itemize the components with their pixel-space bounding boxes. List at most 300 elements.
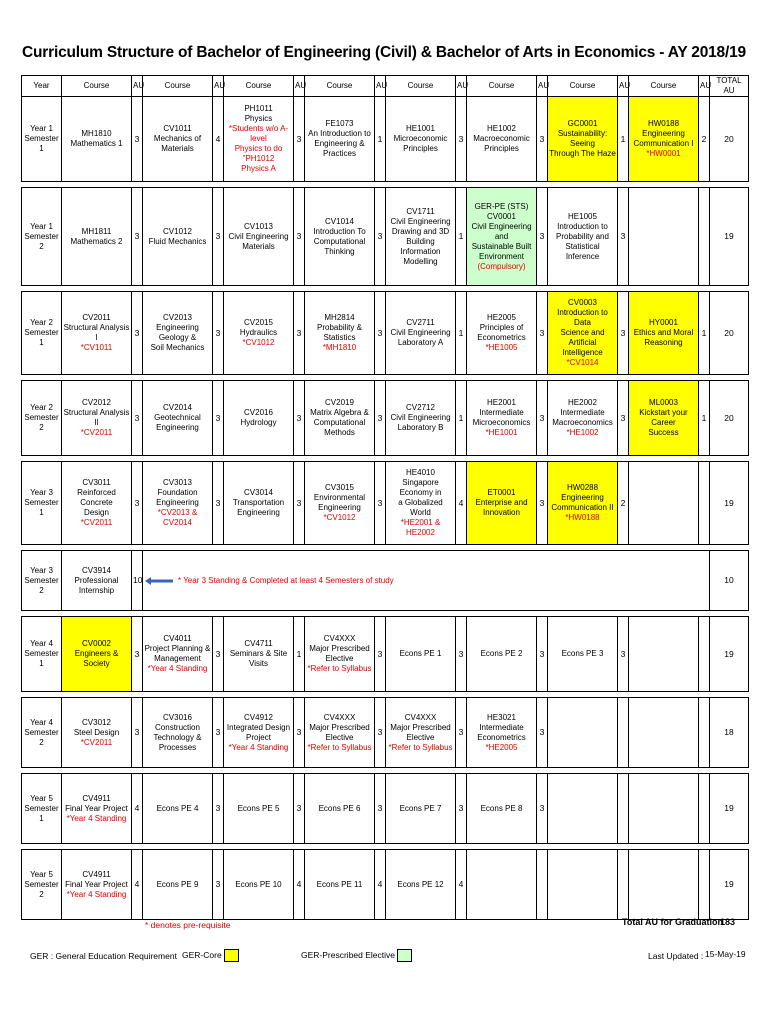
table-row <box>22 292 749 375</box>
total-au-label: Total AU for Graduation <box>622 917 723 927</box>
course-code: CV4XXX <box>323 634 356 643</box>
course-title-line: Professional Internship <box>74 575 119 595</box>
au-cell: 3 <box>213 774 224 844</box>
course-title-line: Environmental <box>313 493 366 502</box>
course-title-line: Communication I <box>633 139 694 148</box>
au-cell: 2 <box>699 97 710 182</box>
course-title-line: Science and Artificial <box>560 328 605 347</box>
prerequisite-text: *CV2011 <box>80 737 113 747</box>
legend-ger-core-swatch <box>224 949 239 962</box>
course-code: CV1013 <box>244 221 273 231</box>
course-cell <box>386 462 456 545</box>
table-row <box>22 617 749 692</box>
course-title-line: Probability and <box>556 231 609 241</box>
year-cell <box>22 188 62 286</box>
year-label: Semester 1 <box>24 328 59 347</box>
header-au: AU <box>213 76 224 97</box>
course-cell <box>467 188 537 286</box>
course-title-line: Practices <box>323 149 356 158</box>
internship-condition: * Year 3 Standing & Completed at least 4 Semesters of study <box>178 575 394 585</box>
header-au: AU <box>699 76 710 97</box>
table-header-row <box>22 76 749 97</box>
course-code: CV2019 <box>325 398 354 407</box>
course-code: CV4711 <box>244 639 273 648</box>
prerequisite-text: Physics A <box>241 164 276 173</box>
au-cell: 3 <box>132 617 143 692</box>
course-title-line: Drawing and 3D <box>391 226 450 236</box>
au-cell: 3 <box>213 850 224 920</box>
course-cell <box>386 774 456 844</box>
course-title-line: Structural Analysis II <box>63 408 130 427</box>
course-title-line: Transportation <box>232 498 285 507</box>
au-cell: 2 <box>618 462 629 545</box>
total-au-cell: 19 <box>710 774 749 844</box>
header-course: Course <box>143 76 213 97</box>
course-cell <box>548 292 618 375</box>
course-title-line: Engineering <box>156 498 199 507</box>
course-title-line: Engineering & <box>314 139 365 148</box>
header-course: Course <box>62 76 132 97</box>
course-cell <box>62 850 132 920</box>
course-title-line: An Introduction to <box>308 129 371 138</box>
au-cell: 3 <box>213 292 224 375</box>
course-title-line: Econometrics <box>477 732 526 742</box>
course-cell <box>467 698 537 768</box>
course-title-line: Success <box>648 428 679 437</box>
au-cell: 3 <box>375 188 386 286</box>
course-cell <box>548 188 618 286</box>
course-title-line: Kickstart your Career <box>639 408 688 427</box>
course-title-line: Materials <box>242 241 275 251</box>
course-code: HE4010 <box>406 468 435 477</box>
course-code: Econs PE 11 <box>316 879 363 889</box>
au-cell <box>699 774 710 844</box>
au-cell <box>699 850 710 920</box>
prerequisite-text: (Compulsory) <box>477 261 526 271</box>
year-label: Year 5 <box>30 793 53 803</box>
course-cell <box>143 774 213 844</box>
header-au: AU <box>294 76 305 97</box>
course-cell <box>467 617 537 692</box>
course-cell <box>305 617 375 692</box>
prerequisite-text: *CV1012 <box>242 338 275 347</box>
year-cell <box>22 462 62 545</box>
course-cell <box>224 462 294 545</box>
au-cell <box>699 462 710 545</box>
course-cell <box>386 617 456 692</box>
course-cell <box>224 774 294 844</box>
course-title-line: Soil Mechanics <box>150 343 205 352</box>
course-cell <box>224 850 294 920</box>
course-title-line: Major Prescribed <box>390 722 451 732</box>
au-cell <box>618 698 629 768</box>
course-code: Econs PE 10 <box>235 879 282 889</box>
prerequisite-text: *HE2001 & HE2002 <box>400 518 441 537</box>
course-cell <box>143 462 213 545</box>
au-cell: 3 <box>375 698 386 768</box>
total-au-cell: 20 <box>710 381 749 456</box>
au-cell: 3 <box>456 617 467 692</box>
prerequisite-text: *CV1012 <box>323 513 356 522</box>
course-code: MH2814 <box>324 313 355 322</box>
year-label: Year 3 <box>30 488 53 497</box>
au-cell: 3 <box>294 774 305 844</box>
prerequisite-text: *Year 4 Standing <box>66 889 127 899</box>
empty-course-cell <box>629 774 699 844</box>
total-au-value: 183 <box>720 917 736 927</box>
course-title-line: Sustainable Built <box>471 241 532 251</box>
course-title-line: Hydrology <box>240 418 277 427</box>
course-cell <box>224 617 294 692</box>
au-cell: 3 <box>294 462 305 545</box>
course-title-line: Singapore Economy in <box>399 478 442 497</box>
course-title-line: Engineers & Society <box>74 649 119 668</box>
course-cell <box>386 381 456 456</box>
course-cell <box>386 97 456 182</box>
au-cell: 3 <box>537 617 548 692</box>
course-code: CV4011 <box>163 634 192 643</box>
prerequisite-text: *Year 4 Standing <box>66 813 127 823</box>
au-cell: 4 <box>294 850 305 920</box>
course-title-line: Principles <box>403 144 438 153</box>
total-au-cell: 20 <box>710 292 749 375</box>
course-code: ML0003 <box>649 398 678 407</box>
prerequisite-text: *Year 4 Standing <box>228 742 289 752</box>
course-code: HE1002 <box>487 124 516 133</box>
course-code: MH1811 <box>81 226 112 236</box>
course-title-line: Engineering <box>237 508 280 517</box>
course-title-line: Probability & Statistics <box>317 323 362 342</box>
course-cell <box>224 381 294 456</box>
year-cell <box>22 97 62 182</box>
course-code: Econs PE 2 <box>480 649 523 658</box>
year-cell <box>22 551 62 611</box>
prerequisite-text: *CV2011 <box>80 428 113 437</box>
course-title-line: Computational <box>313 236 366 246</box>
header-au: AU <box>456 76 467 97</box>
au-cell: 3 <box>375 462 386 545</box>
au-cell: 3 <box>456 698 467 768</box>
course-title-line: Introduction to <box>557 221 608 231</box>
year-label: Semester 2 <box>24 879 59 899</box>
course-title-line: CV0001 <box>487 211 516 221</box>
course-title-line: Geotechnical <box>154 413 201 422</box>
course-title-line: Matrix Algebra & <box>310 408 369 417</box>
empty-course-cell <box>467 850 537 920</box>
course-cell <box>143 850 213 920</box>
course-cell <box>224 698 294 768</box>
course-title-line: a Globalized World <box>398 498 443 517</box>
course-code: Econs PE 9 <box>156 879 199 889</box>
internship-note-cell <box>143 551 710 611</box>
table-row <box>22 551 749 611</box>
au-cell: 3 <box>618 292 629 375</box>
year-label: Semester 2 <box>24 413 59 432</box>
course-code: CV2016 <box>244 408 273 417</box>
course-code: CV3015 <box>325 483 354 492</box>
empty-course-cell <box>629 617 699 692</box>
total-au-cell: 19 <box>710 850 749 920</box>
course-title-line: Structural Analysis I <box>63 323 130 342</box>
header-course: Course <box>386 76 456 97</box>
prerequisite-text: *HE1001 <box>485 428 518 437</box>
course-code: HE1001 <box>406 124 435 133</box>
course-title-line: Integrated Design <box>226 722 291 732</box>
course-cell <box>305 774 375 844</box>
au-cell: 1 <box>294 617 305 692</box>
course-title-line: Civil Engineering <box>390 216 451 226</box>
au-cell: 4 <box>456 850 467 920</box>
au-cell: 4 <box>132 850 143 920</box>
au-cell: 3 <box>375 774 386 844</box>
course-cell <box>62 551 132 611</box>
course-cell <box>467 462 537 545</box>
year-label: Year 3 <box>30 565 53 575</box>
course-code: HY0001 <box>649 318 678 327</box>
course-title-line: Environment <box>479 251 524 261</box>
course-title-line: Engineering Geology & <box>156 323 199 342</box>
header-total-au: TOTAL AU <box>710 76 749 97</box>
course-title-line: Intelligence <box>562 348 603 357</box>
course-cell <box>305 381 375 456</box>
au-cell: 3 <box>537 381 548 456</box>
au-cell <box>618 774 629 844</box>
prerequisite-text: *Students w/o A-level <box>228 124 289 143</box>
header-au: AU <box>132 76 143 97</box>
course-cell <box>62 617 132 692</box>
course-code: Econs PE 4 <box>156 803 199 813</box>
prerequisite-text: *Year 4 Standing <box>147 664 208 673</box>
curriculum-table <box>21 75 749 920</box>
course-cell <box>386 188 456 286</box>
au-cell: 1 <box>456 381 467 456</box>
course-cell <box>62 292 132 375</box>
course-title-line: Physics <box>244 114 273 123</box>
total-au-cell: 19 <box>710 462 749 545</box>
course-cell <box>62 698 132 768</box>
course-code: CV1014 <box>325 216 354 226</box>
course-title-line: Intermediate <box>479 408 524 417</box>
au-cell: 3 <box>618 188 629 286</box>
prerequisite-text: *HW0001 <box>646 149 681 158</box>
au-cell <box>537 850 548 920</box>
prerequisite-text: *HE1002 <box>566 428 599 437</box>
course-cell <box>386 292 456 375</box>
course-code: CV4911 <box>82 869 111 879</box>
au-cell <box>699 698 710 768</box>
au-cell: 3 <box>132 292 143 375</box>
au-cell: 3 <box>132 698 143 768</box>
au-cell: 3 <box>375 381 386 456</box>
course-code: Econs PE 12 <box>397 879 444 889</box>
table-row <box>22 381 749 456</box>
au-cell: 1 <box>699 292 710 375</box>
prerequisite-text: *HE1005 <box>485 343 518 352</box>
prerequisite-text: *CV2011 <box>80 518 113 527</box>
course-code: HW0288 <box>566 483 599 492</box>
au-cell: 3 <box>132 97 143 182</box>
course-code: PH1011 <box>244 104 273 113</box>
course-code: GER-PE (STS) <box>474 201 529 211</box>
course-code: CV1711 <box>406 206 435 216</box>
internship-note <box>144 576 708 586</box>
course-title-line: Microeconomics <box>472 418 531 427</box>
course-title-line: Macroeconomics <box>552 418 613 427</box>
au-cell: 3 <box>294 698 305 768</box>
last-updated-label: Last Updated : <box>648 951 704 961</box>
table-row <box>22 188 749 286</box>
course-title-line: Building Information <box>400 236 441 256</box>
course-cell <box>467 97 537 182</box>
au-cell <box>699 617 710 692</box>
au-cell: 3 <box>537 292 548 375</box>
ger-definition: GER : General Education Requirement <box>30 951 177 961</box>
course-title-line: Final Year Project <box>65 879 128 889</box>
empty-course-cell <box>629 462 699 545</box>
course-cell <box>305 698 375 768</box>
course-cell <box>62 97 132 182</box>
course-code: CV3013 <box>163 478 192 487</box>
course-title-line: Elective <box>325 732 354 742</box>
course-code: Econs PE 6 <box>318 803 361 813</box>
course-title-line: Management <box>154 654 201 663</box>
course-code: Econs PE 5 <box>237 803 280 813</box>
course-code: CV3011 <box>82 478 111 487</box>
course-code: HE2001 <box>487 398 516 407</box>
au-cell: 3 <box>456 774 467 844</box>
course-cell <box>62 462 132 545</box>
total-au-cell: 10 <box>710 551 749 611</box>
au-cell: 3 <box>537 698 548 768</box>
course-code: CV2013 <box>163 313 192 322</box>
course-title-line: Engineering <box>642 129 685 138</box>
header-course: Course <box>467 76 537 97</box>
course-code: CV2012 <box>82 398 111 407</box>
course-title-line: Econometrics <box>477 333 526 342</box>
year-label: Year 4 <box>30 639 53 648</box>
au-cell: 1 <box>699 381 710 456</box>
course-title-line: Final Year Project <box>65 803 128 813</box>
empty-course-cell <box>548 774 618 844</box>
course-title-line: Statistical Inference <box>565 241 600 261</box>
course-title-line: Civil Engineering and <box>471 221 532 241</box>
year-label: Year 4 <box>30 717 53 727</box>
course-cell <box>143 698 213 768</box>
course-code: CV4XXX <box>404 712 437 722</box>
page-title: Curriculum Structure of Bachelor of Engineering (Civil) & Bachelor of Arts in Economics - AY 2018/19 <box>22 44 746 61</box>
course-title-line: Principles <box>484 144 519 153</box>
au-cell: 4 <box>132 774 143 844</box>
course-cell <box>629 97 699 182</box>
course-title-line: Intermediate <box>560 408 605 417</box>
course-title-line: Hydraulics <box>239 328 278 337</box>
course-title-line: Mechanics of Materials <box>153 134 202 153</box>
course-code: HW0188 <box>647 119 680 128</box>
course-title-line: Civil Engineering <box>390 328 451 337</box>
course-code: CV3012 <box>82 717 111 727</box>
au-cell: 3 <box>537 462 548 545</box>
total-au-cell: 19 <box>710 188 749 286</box>
au-cell: 3 <box>537 97 548 182</box>
prerequisite-text: *CV2013 & CV2014 <box>157 508 198 527</box>
course-title-line: Construction <box>155 722 200 732</box>
course-cell <box>143 97 213 182</box>
year-cell <box>22 850 62 920</box>
course-title-line: Principles of <box>479 323 524 332</box>
course-title-line: Project Planning & <box>144 644 211 653</box>
course-cell <box>629 292 699 375</box>
course-cell <box>305 97 375 182</box>
header-course: Course <box>305 76 375 97</box>
course-code: FE1073 <box>325 119 354 128</box>
au-cell: 3 <box>132 462 143 545</box>
year-label: Year 5 <box>30 869 53 879</box>
course-title-line: Laboratory B <box>397 423 444 432</box>
course-code: HE3021 <box>487 712 516 722</box>
au-cell: 4 <box>456 462 467 545</box>
course-title-line: Major Prescribed <box>309 722 370 732</box>
au-cell: 3 <box>456 97 467 182</box>
course-title-line: Through The Haze <box>549 149 616 158</box>
course-title-line: Intermediate <box>479 722 524 732</box>
table-row <box>22 462 749 545</box>
course-code: CV1012 <box>163 226 192 236</box>
course-cell <box>548 381 618 456</box>
course-title-line: Computational <box>313 418 366 427</box>
course-cell <box>62 188 132 286</box>
total-au-cell: 18 <box>710 698 749 768</box>
legend-ger-pe-swatch <box>397 949 412 962</box>
au-cell: 4 <box>213 97 224 182</box>
course-code: CV4911 <box>82 793 111 803</box>
course-code: CV2712 <box>406 403 435 412</box>
course-title-line: Reasoning <box>644 338 683 347</box>
course-title-line: Civil Engineering <box>390 413 451 422</box>
au-cell: 3 <box>618 617 629 692</box>
year-cell <box>22 292 62 375</box>
course-cell <box>305 462 375 545</box>
au-cell: 1 <box>375 97 386 182</box>
course-title-line: Engineering <box>156 423 199 432</box>
course-cell <box>143 292 213 375</box>
au-cell: 3 <box>537 188 548 286</box>
course-title-line: Enterprise and <box>475 498 528 507</box>
course-title-line: Modelling <box>403 256 438 266</box>
au-cell: 3 <box>132 381 143 456</box>
au-cell: 3 <box>618 381 629 456</box>
course-title-line: Mathematics 1 <box>70 139 123 148</box>
prerequisite-text: *Refer to Syllabus <box>307 742 372 752</box>
prerequisite-text: *HW0188 <box>565 513 600 522</box>
course-cell <box>467 774 537 844</box>
empty-course-cell <box>629 698 699 768</box>
course-code: CV4912 <box>244 712 273 722</box>
au-cell <box>618 850 629 920</box>
au-cell: 3 <box>375 617 386 692</box>
header-year: Year <box>22 76 62 97</box>
course-cell <box>224 97 294 182</box>
table-row <box>22 698 749 768</box>
au-cell: 3 <box>132 188 143 286</box>
course-code: MH1810 <box>81 129 112 138</box>
course-title-line: Major Prescribed <box>309 644 370 653</box>
legend-ger-core-label: GER-Core <box>182 949 222 960</box>
au-cell: 3 <box>375 292 386 375</box>
course-title-line: Engineering <box>318 503 361 512</box>
table-row <box>22 774 749 844</box>
legend-ger-pe <box>301 949 412 962</box>
year-label: Semester 2 <box>24 727 59 747</box>
